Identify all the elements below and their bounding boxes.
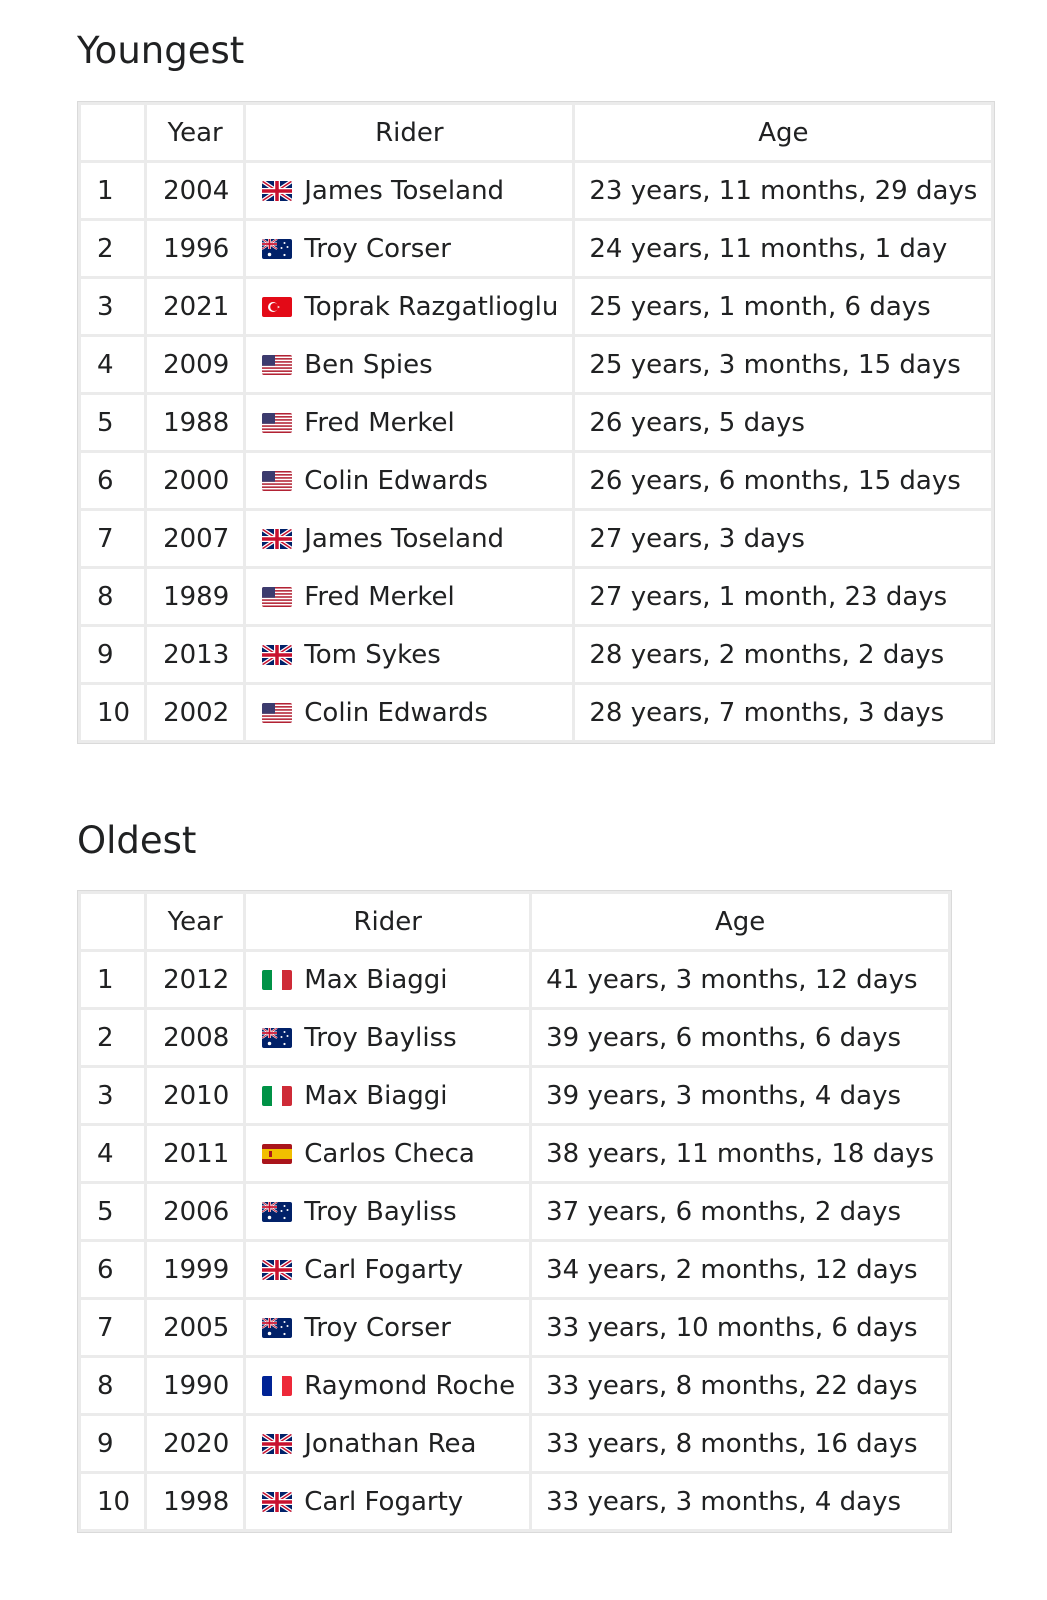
table-row xyxy=(81,627,991,682)
year-cell: 2000 xyxy=(147,453,243,508)
oldest-heading: Oldest xyxy=(77,819,197,862)
gb-flag-icon xyxy=(262,181,292,201)
age-cell: 26 years, 6 months, 15 days xyxy=(575,453,991,508)
year-cell: 2013 xyxy=(147,627,243,682)
rider-cell xyxy=(246,1416,529,1471)
rider-name-link[interactable]: Colin Edwards xyxy=(304,697,488,728)
rider-name-link[interactable]: Max Biaggi xyxy=(304,964,448,995)
age-cell: 38 years, 11 months, 18 days xyxy=(532,1126,948,1181)
rider-cell xyxy=(246,163,572,218)
age-cell: 41 years, 3 months, 12 days xyxy=(532,952,948,1007)
us-flag-icon xyxy=(262,413,292,433)
age-cell: 33 years, 10 months, 6 days xyxy=(532,1300,948,1355)
gb-flag-icon xyxy=(262,1492,292,1512)
age-cell: 25 years, 1 month, 6 days xyxy=(575,279,991,334)
age-cell: 33 years, 3 months, 4 days xyxy=(532,1474,948,1529)
table-row xyxy=(81,453,991,508)
rank-cell: 7 xyxy=(81,511,144,566)
age-cell: 25 years, 3 months, 15 days xyxy=(575,337,991,392)
year-cell: 2012 xyxy=(147,952,243,1007)
us-flag-icon xyxy=(262,703,292,723)
youngest-table xyxy=(77,101,995,744)
year-cell: 2010 xyxy=(147,1068,243,1123)
age-cell: 39 years, 6 months, 6 days xyxy=(532,1010,948,1065)
rider-name-link[interactable]: Troy Corser xyxy=(304,233,451,264)
rider-cell xyxy=(246,1126,529,1181)
rider-name-link[interactable]: Troy Bayliss xyxy=(304,1022,457,1053)
us-flag-icon xyxy=(262,471,292,491)
age-cell: 34 years, 2 months, 12 days xyxy=(532,1242,948,1297)
table-row xyxy=(81,1474,948,1529)
rider-cell xyxy=(246,1300,529,1355)
year-column-header: Year xyxy=(147,894,243,949)
rider-name-link[interactable]: Jonathan Rea xyxy=(304,1428,477,1459)
rank-cell: 10 xyxy=(81,685,144,740)
table-row xyxy=(81,1358,948,1413)
rider-cell xyxy=(246,627,572,682)
year-cell: 2020 xyxy=(147,1416,243,1471)
rider-name-link[interactable]: Fred Merkel xyxy=(304,581,455,612)
year-cell: 1989 xyxy=(147,569,243,624)
age-cell: 33 years, 8 months, 16 days xyxy=(532,1416,948,1471)
rider-name-link[interactable]: Colin Edwards xyxy=(304,465,488,496)
rank-cell: 8 xyxy=(81,569,144,624)
rider-cell xyxy=(246,685,572,740)
rider-cell xyxy=(246,395,572,450)
rank-cell: 3 xyxy=(81,1068,144,1123)
year-cell: 2009 xyxy=(147,337,243,392)
rank-column-header xyxy=(81,105,144,160)
table-row xyxy=(81,1184,948,1239)
rider-cell xyxy=(246,337,572,392)
age-cell: 23 years, 11 months, 29 days xyxy=(575,163,991,218)
au-flag-icon xyxy=(262,1202,292,1222)
rank-cell: 10 xyxy=(81,1474,144,1529)
rider-cell xyxy=(246,1474,529,1529)
table-header-row xyxy=(81,105,991,160)
rider-name-link[interactable]: Ben Spies xyxy=(304,349,433,380)
year-cell: 1988 xyxy=(147,395,243,450)
rank-cell: 9 xyxy=(81,627,144,682)
rank-cell: 7 xyxy=(81,1300,144,1355)
rider-cell xyxy=(246,1242,529,1297)
table-row xyxy=(81,511,991,566)
age-cell: 27 years, 1 month, 23 days xyxy=(575,569,991,624)
us-flag-icon xyxy=(262,355,292,375)
rank-column-header xyxy=(81,894,144,949)
year-cell: 2005 xyxy=(147,1300,243,1355)
rank-cell: 5 xyxy=(81,395,144,450)
rider-name-link[interactable]: James Toseland xyxy=(304,175,505,206)
rank-cell: 6 xyxy=(81,453,144,508)
rank-cell: 2 xyxy=(81,221,144,276)
au-flag-icon xyxy=(262,1318,292,1338)
year-cell: 1990 xyxy=(147,1358,243,1413)
rank-cell: 3 xyxy=(81,279,144,334)
table-row xyxy=(81,221,991,276)
table-row xyxy=(81,1242,948,1297)
gb-flag-icon xyxy=(262,645,292,665)
age-column-header: Age xyxy=(532,894,948,949)
table-header-row xyxy=(81,894,948,949)
table-row xyxy=(81,279,991,334)
rider-cell xyxy=(246,1068,529,1123)
year-column-header: Year xyxy=(147,105,243,160)
gb-flag-icon xyxy=(262,1434,292,1454)
table-row xyxy=(81,395,991,450)
year-cell: 2011 xyxy=(147,1126,243,1181)
au-flag-icon xyxy=(262,239,292,259)
rank-cell: 4 xyxy=(81,1126,144,1181)
it-flag-icon xyxy=(262,1086,292,1106)
year-cell: 2006 xyxy=(147,1184,243,1239)
au-flag-icon xyxy=(262,1028,292,1048)
rider-column-header: Rider xyxy=(246,894,529,949)
rank-cell: 8 xyxy=(81,1358,144,1413)
year-cell: 2002 xyxy=(147,685,243,740)
age-cell: 37 years, 6 months, 2 days xyxy=(532,1184,948,1239)
year-cell: 2008 xyxy=(147,1010,243,1065)
age-cell: 33 years, 8 months, 22 days xyxy=(532,1358,948,1413)
rider-name-link[interactable]: Carlos Checa xyxy=(304,1138,475,1169)
table-row xyxy=(81,685,991,740)
age-column-header: Age xyxy=(575,105,991,160)
rider-name-link[interactable]: Max Biaggi xyxy=(304,1080,448,1111)
year-cell: 1998 xyxy=(147,1474,243,1529)
year-cell: 2021 xyxy=(147,279,243,334)
year-cell: 1999 xyxy=(147,1242,243,1297)
rider-name-link[interactable]: Carl Fogarty xyxy=(304,1254,464,1285)
rank-cell: 4 xyxy=(81,337,144,392)
rider-name-link[interactable]: James Toseland xyxy=(304,523,505,554)
rider-cell xyxy=(246,1184,529,1239)
age-cell: 28 years, 2 months, 2 days xyxy=(575,627,991,682)
gb-flag-icon xyxy=(262,1260,292,1280)
rider-name-link[interactable]: Raymond Roche xyxy=(304,1370,516,1401)
age-cell: 24 years, 11 months, 1 day xyxy=(575,221,991,276)
age-cell: 27 years, 3 days xyxy=(575,511,991,566)
rank-cell: 2 xyxy=(81,1010,144,1065)
rider-cell xyxy=(246,952,529,1007)
rider-name-link[interactable]: Carl Fogarty xyxy=(304,1486,464,1517)
age-cell: 28 years, 7 months, 3 days xyxy=(575,685,991,740)
rider-cell xyxy=(246,453,572,508)
rider-name-link[interactable]: Tom Sykes xyxy=(304,639,441,670)
gb-flag-icon xyxy=(262,529,292,549)
table-row xyxy=(81,1068,948,1123)
year-cell: 1996 xyxy=(147,221,243,276)
rider-cell xyxy=(246,279,572,334)
rank-cell: 5 xyxy=(81,1184,144,1239)
rider-name-link[interactable]: Troy Bayliss xyxy=(304,1196,457,1227)
rider-name-link[interactable]: Fred Merkel xyxy=(304,407,455,438)
table-row xyxy=(81,1416,948,1471)
youngest-heading: Youngest xyxy=(77,29,245,72)
rider-cell xyxy=(246,569,572,624)
table-row xyxy=(81,952,948,1007)
es-flag-icon xyxy=(262,1144,292,1164)
rank-cell: 1 xyxy=(81,163,144,218)
rider-name-link[interactable]: Troy Corser xyxy=(304,1312,451,1343)
rider-cell xyxy=(246,511,572,566)
year-cell: 2004 xyxy=(147,163,243,218)
age-cell: 39 years, 3 months, 4 days xyxy=(532,1068,948,1123)
tr-flag-icon xyxy=(262,297,292,317)
table-row xyxy=(81,1126,948,1181)
table-row xyxy=(81,337,991,392)
year-cell: 2007 xyxy=(147,511,243,566)
rider-cell xyxy=(246,1358,529,1413)
table-row xyxy=(81,1010,948,1065)
rank-cell: 1 xyxy=(81,952,144,1007)
table-row xyxy=(81,569,991,624)
fr-flag-icon xyxy=(262,1376,292,1396)
rank-cell: 6 xyxy=(81,1242,144,1297)
table-row xyxy=(81,163,991,218)
it-flag-icon xyxy=(262,970,292,990)
rider-column-header: Rider xyxy=(246,105,572,160)
table-row xyxy=(81,1300,948,1355)
rider-cell xyxy=(246,221,572,276)
rider-name-link[interactable]: Toprak Razgatlioglu xyxy=(304,291,559,322)
us-flag-icon xyxy=(262,587,292,607)
rider-cell xyxy=(246,1010,529,1065)
oldest-table xyxy=(77,890,952,1533)
age-cell: 26 years, 5 days xyxy=(575,395,991,450)
rank-cell: 9 xyxy=(81,1416,144,1471)
